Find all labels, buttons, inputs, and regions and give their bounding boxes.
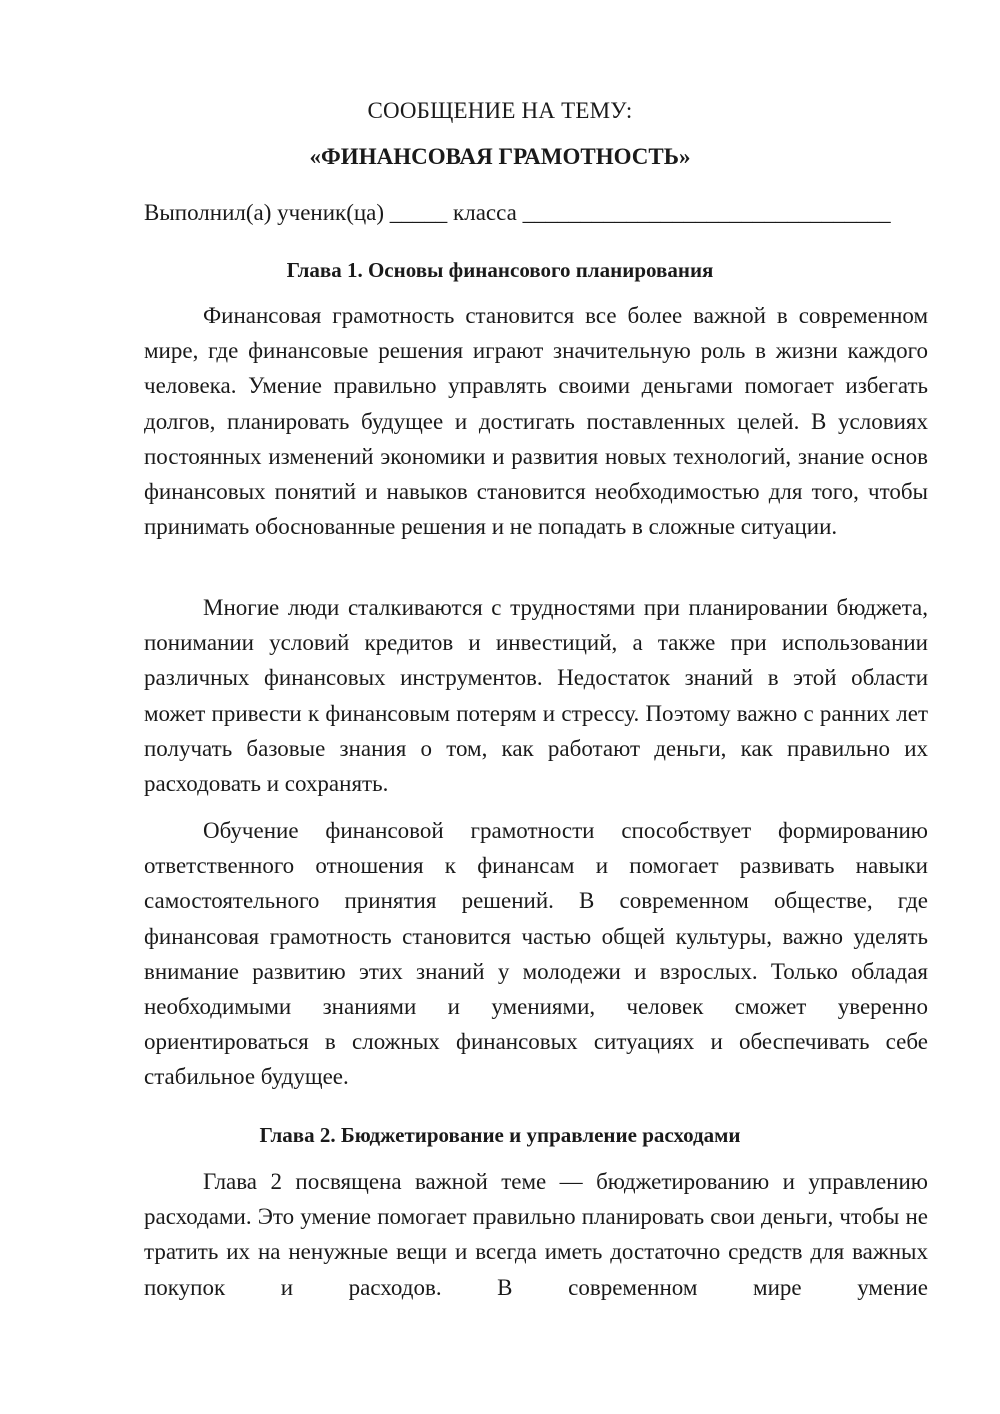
- chapter-2-paragraph-1: Глава 2 посвящена важной теме — бюджетированию и управлению расходами. Это умение помогает правильно планировать свои деньги, чтобы не тратить их на ненужные вещи и всегда иметь достаточно средств для важных покупок и расходов. В современном мире умение: [144, 1169, 928, 1300]
- document-title-line2: «ФИНАНСОВАЯ ГРАМОТНОСТЬ»: [309, 144, 691, 169]
- chapter-1-paragraph-3: Обучение финансовой грамотности способствует формированию ответственного отношения к финансам и помогает развивать навыки самостоятельного принятия решений. В современном обществе, где финансовая грамотность становится частью общей культуры, важно уделять внимание развитию этих знаний у молодежи и взрослых. Только обладая необходимыми знаниями и умениями, человек сможет уверенно ориентироваться в сложных финансовых ситуациях и обеспечивать себе стабильное будущее.: [144, 818, 928, 1090]
- document-title-line1: СООБЩЕНИЕ НА ТЕМУ:: [367, 98, 633, 123]
- chapter-2-heading: Глава 2. Бюджетирование и управление расходами: [259, 1123, 741, 1147]
- chapter-1-paragraph-2: Многие люди сталкиваются с трудностями при планировании бюджета, понимании условий кредитов и инвестиций, а также при использовании различных финансовых инструментов. Недостаток знаний в этой области может привести к финансовым потерям и стрессу. Поэтому важно с ранних лет получать базовые знания о том, как работают деньги, как правильно их расходовать и сохранять.: [144, 595, 928, 797]
- author-byline: Выполнил(а) ученик(ца) _____ класса ________________________________: [144, 200, 891, 225]
- chapter-1-heading: Глава 1. Основы финансового планирования: [286, 258, 714, 282]
- chapter-1-paragraph-1: Финансовая грамотность становится все более важной в современном мире, где финансовые решения играют значительную роль в жизни каждого человека. Умение правильно управлять своими деньгами помогает избегать долгов, планировать будущее и достигать поставленных целей. В условиях постоянных изменений экономики и развития новых технологий, знание основ финансовых понятий и навыков становится необходимостью для того, чтобы принимать обоснованные решения и не попадать в сложные ситуации.: [144, 303, 928, 540]
